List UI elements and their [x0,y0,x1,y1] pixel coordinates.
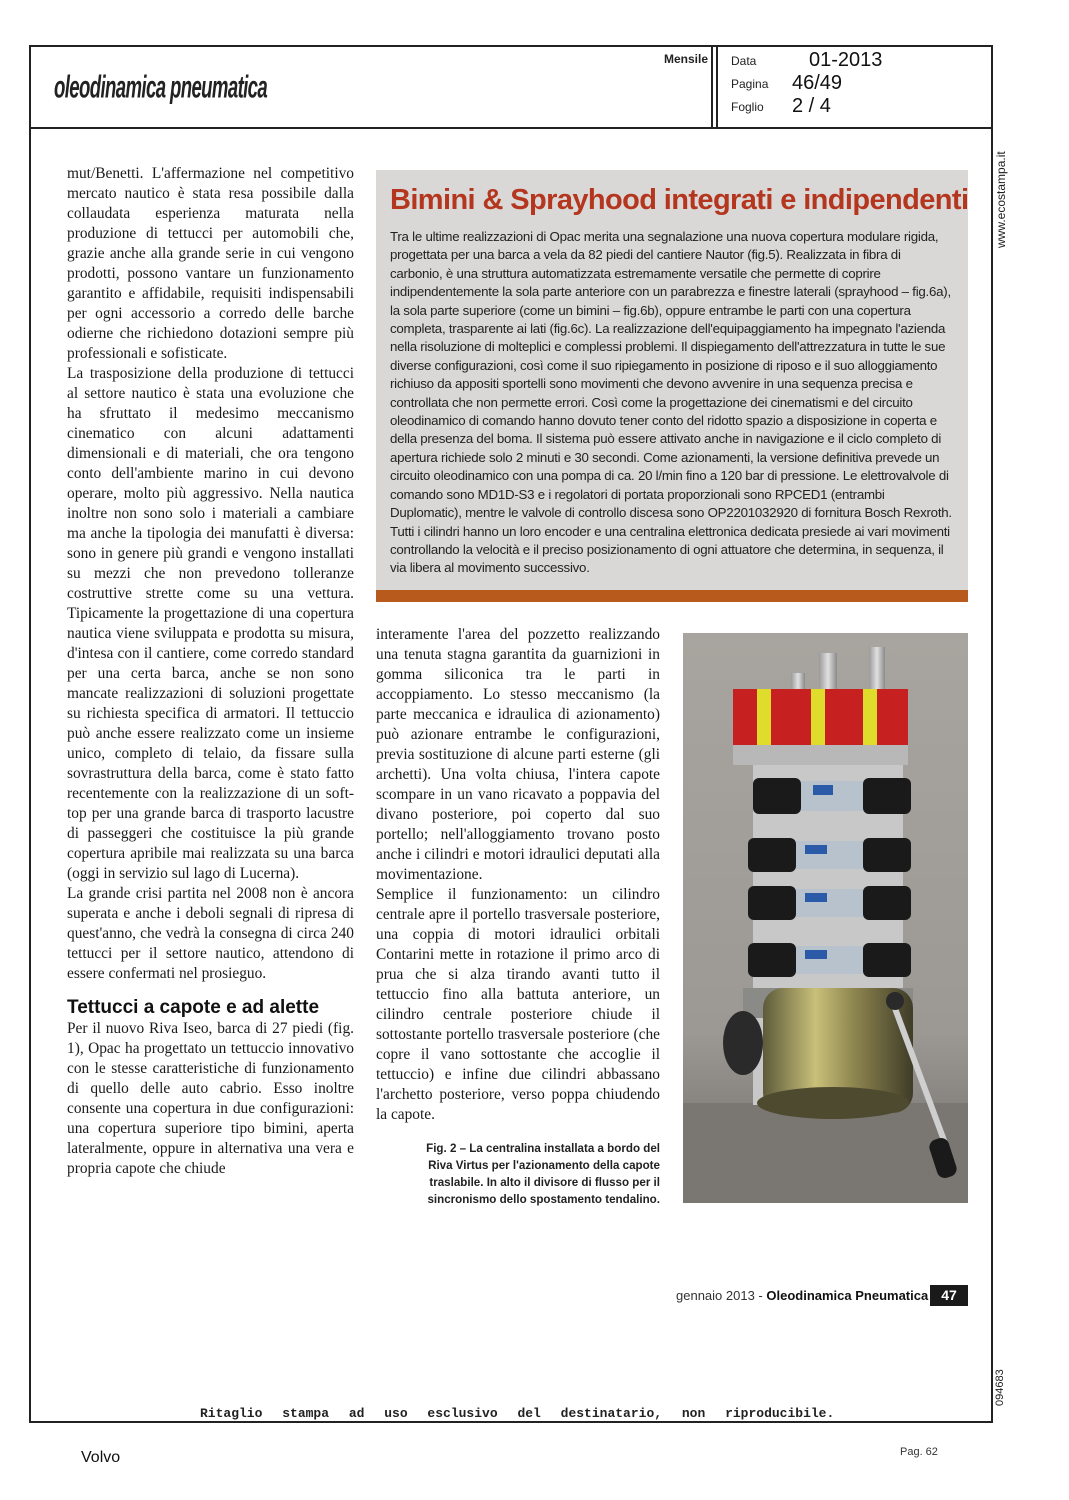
magazine-logo: oleodinamica pneumatica [54,70,268,105]
frame-border [991,129,993,1423]
subheading: Tettucci a capote e ad alette [67,997,320,1018]
foglio-label: Foglio [731,100,764,114]
header-divider [716,45,718,129]
footer-separator: - [754,1288,767,1303]
footer-magazine: Oleodinamica Pneumatica [766,1288,929,1303]
pagina-label: Pagina [731,77,769,91]
footer-line [676,1288,928,1303]
paragraph: Per il nuovo Riva Iseo, barca di 27 piedi (fig. 1), Opac ha progettato un tettuccio innovativo con le stesse caratteristiche di funzionamento di quello delle auto cabrio. Esso inoltre consente una copertura in due configurazioni: una copertura superiore tipo bimini, aperta lateralmente, oppure in alternativa una vera e propria capote che chiude [67,1020,354,1177]
client-name: Volvo [81,1449,121,1466]
frame-border [29,129,31,1423]
data-value: 01-2013 [809,49,883,71]
pagina-value: 46/49 [792,72,843,94]
clipping-page: Pag. 62 [900,1446,938,1458]
hydraulic-unit-photo [683,633,968,1203]
header-divider [711,45,713,129]
side-code: 094683 [994,1369,1006,1406]
frame-border [29,1421,993,1423]
paragraph: interamente l'area del pozzetto realizzando una tenuta stagna garantita da guarnizioni in gomma siliconica tra le parti in accoppiamento. Lo stesso meccanismo (la parte meccanica e idraulica di azionamento) può azionare entrambe le configurazioni, previa sostituzione di alcune parti esterne (gli archetti). Una volta chiusa, l'intera capote scompare in un vano ricavato a poppavia del divano posteriore, poi coperto dal suo portello; nell'alloggiamento trovano posto anche i cilindri e motori idraulici deputati alla movimentazione. [376,626,660,883]
page-number: 47 [930,1285,968,1306]
paragraph: La grande crisi partita nel 2008 non è ancora superata e anche i deboli segnali di ripresa di quest'anno, che vedrà la consegna di circa 240 tettucci per il settore nautico, attendono di essere confermati nel prosieguo. [67,885,354,982]
box-text: Tra le ultime realizzazioni di Opac merita una segnalazione una nuova copertura modulare rigida, progettata per una barca a vela da 82 piedi del cantiere Nautor (fig.5). Realizzata in fibra di carbonio, è una struttura automatizzata estremamente versatile che permette di coprire indipendentemente la sola parte anteriore con un parabrezza e finestre laterali (sprayhood – fig.6a), la sola parte superiore (come un bimini – fig.6b), oppure entrambe le parti con una copertura completa, trasparente ai lati (fig.6c). La realizzazione dell'equipaggiamento ha impegnato l'azienda nella risoluzione di molteplici e complessi problemi. Il dispiegamento dell'attrezzatura in tutte le sue diverse configurazioni, così come il suo ripiegamento in posizione di riposo e il suo alloggiamento richiuso da appositi sportelli sono movimenti che devono avvenire in una sequenza precisa e controllata che non permette errori. Così come la progettazione dei cinematismi e del circuito oleodinamico di comando hanno dovuto tener conto del ridotto spazio a disposizione in coperta e della presenza del boma. Il sistema può essere attivato anche in navigazione e il ciclo completo di apertura richiede solo 2 minuti e 30 secondi. Come azionamenti, la versione definitiva prevede un circuito oleodinamico con una pompa di ca. 20 l/min fino a 120 bar di pressione. Le elettrovalvole di comando sono MD1D-S3 e i regolatori di portata proporzionali sono RPCED1 (entrambi Duplomatic), mentre le valvole di controllo discesa sono OP2201032920 di fornitura Bosch Rexroth. Tutti i cilindri hanno un loro encoder e una centralina elettronica dedicata presiede ai vari movimenti controllando la velocità e il preciso posizionamento di ogni attuatore che determina, in sequenza, il via libera al movimento successivo. [390,229,952,576]
article-column-2 [376,625,660,1125]
paragraph: Semplice il funzionamento: un cilindro centrale apre il portello trasversale posteriore, una coppia di motori idraulici orbitali Contarini mette in rotazione il primo arco di prua che si alza tirando avanti tutto il tettuccio fino alla battuta anteriore, un cilindro centrale posteriore chiude il sottostante portello trasversale posteriore (che copre il vano sottostante che accoglie il tettuccio) e infine due cilindri abbassano l'archetto posteriore, verso poppa chiudendo la capote. [376,886,660,1123]
box-accent-bar [376,590,968,602]
foglio-value: 2 / 4 [792,95,831,117]
side-url: www.ecostampa.it [994,151,1008,248]
paragraph: La trasposizione della produzione di tettucci al settore nautico è stata una evoluzione che ha sfruttato il medesimo meccanismo cinematico con alcuni adattamenti dimensionali e di materiali, che ora tengono conto dell'ambiente marino in cui devono operare, molto più aggressivo. Nella nautica inoltre non sono solo i materiali a cambiare ma anche la tipologia dei manufatti è diversa: sono in genere più grandi e vengono installati su mezzi che non prevedono tolleranze costruttive strette come su una vettura. Tipicamente la progettazione di una copertura nautica viene sviluppata e prodotta su misura, d'intesa con il cantiere, come corredo standard per una certa barca, anche se non sono mancate realizzazioni di soluzioni progettate su richiesta specifica di armatori. Il tettuccio può anche essere realizzato come un insieme unico, completo di telaio, da fissare sulla sovrastruttura della barca, come è stato fatto recentemente con la realizzazione di un soft-top per una grande barca di trasporto lacustre di passeggeri che costituisce la più grande copertura apribile mai realizzata su una barca (oggi in servizio sul lago di Lucerna). [67,365,354,882]
footer-month: gennaio 2013 [676,1288,755,1303]
data-label: Data [731,54,757,68]
article-column-1 [67,164,354,1179]
frequency-label: Mensile [664,52,709,66]
box-title: Bimini & Sprayhood integrati e indipendenti [390,184,969,216]
paragraph: mut/Benetti. L'affermazione nel competitivo mercato nautico è stata resa possibile dalla collaudata esperienza maturata nella produzione di tettucci per automobili che, grazie anche alla grande serie in cui vengono prodotti, possono vantare un funzionamento garantito e affidabile, requisiti indispensabili per ogni accessorio a corredo delle barche odierne che richiedono dotazioni sempre più professionali e sofisticate. [67,165,354,362]
disclaimer: Ritaglio stampa ad uso esclusivo del destinatario, non riproducibile. [200,1406,835,1421]
figure-caption: Fig. 2 – La centralina installata a bordo del Riva Virtus per l'azionamento della capote traslabile. In alto il divisore di flusso per il sincronismo dello spostamento tendalino. [426,1142,660,1206]
